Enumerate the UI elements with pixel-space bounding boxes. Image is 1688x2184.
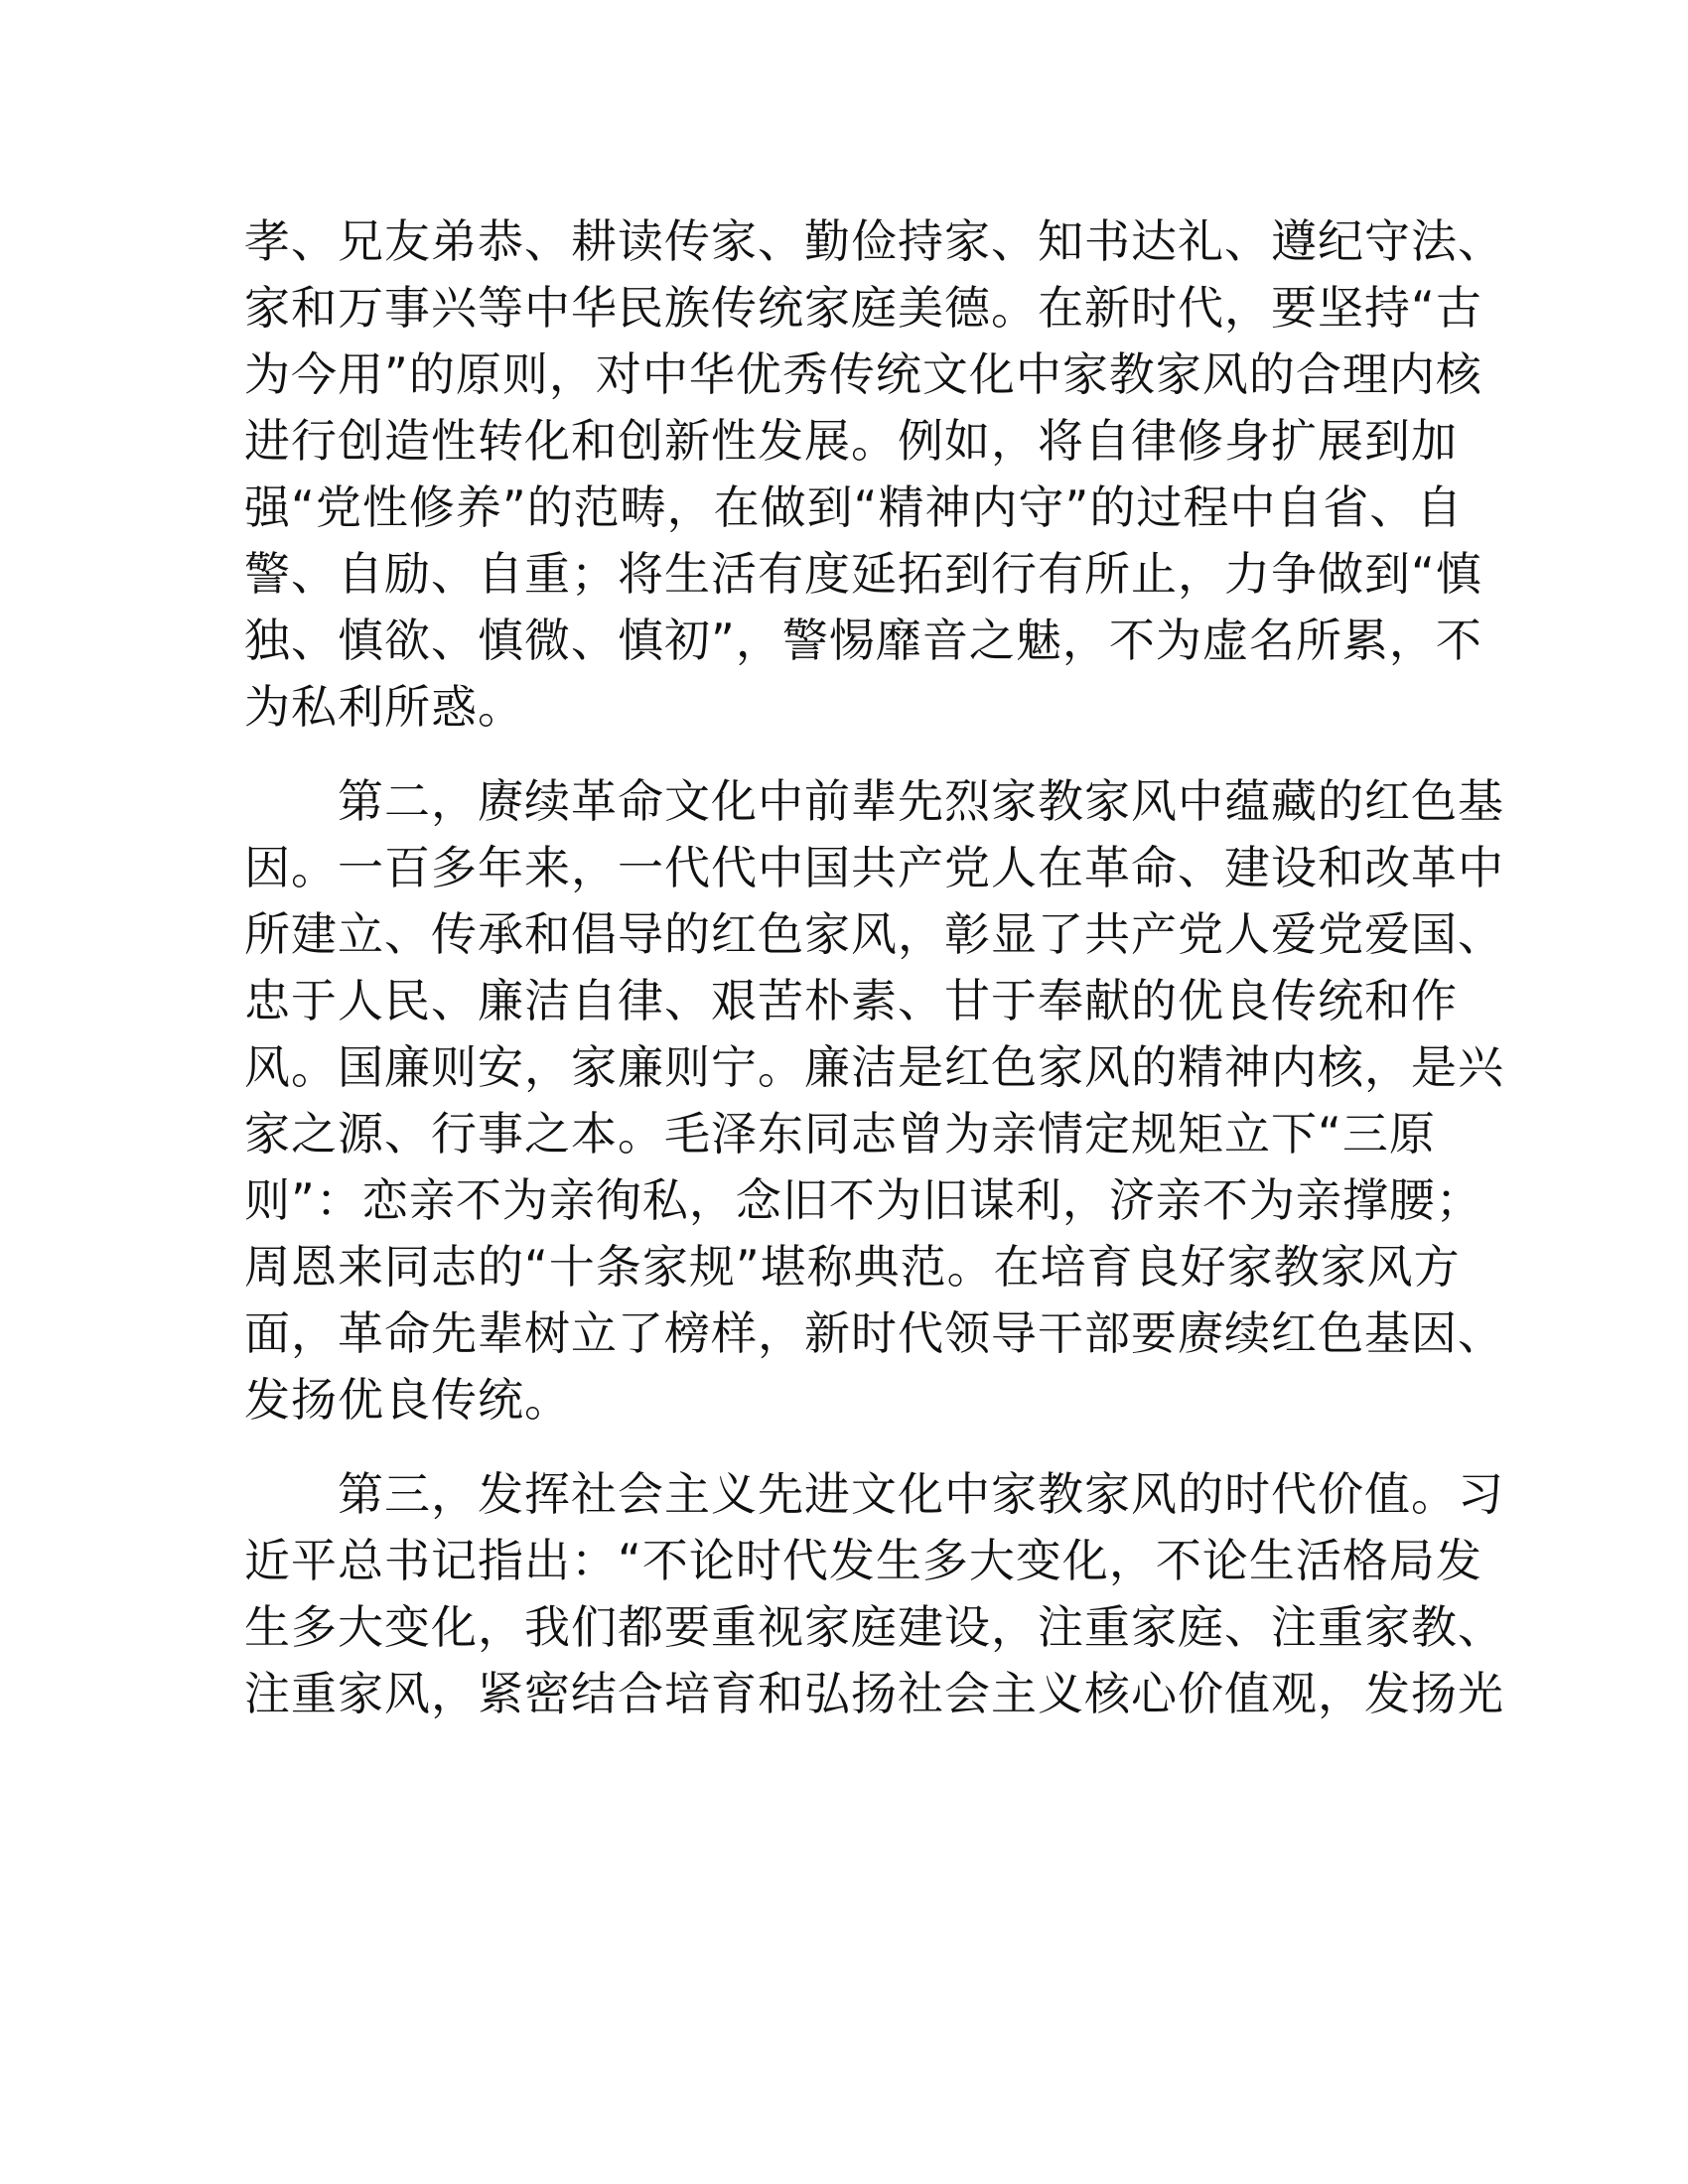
text-line: 则”：恋亲不为亲徇私，念旧不为旧谋利，济亲不为亲撑腰； <box>244 1173 1482 1227</box>
text-line: 风。国廉则安，家廉则宁。廉洁是红色家风的精神内核，是兴 <box>244 1040 1504 1094</box>
text-line: 家之源、行事之本。毛泽东同志曾为亲情定规矩立下“三原 <box>244 1107 1436 1160</box>
paragraph-spacing <box>244 1433 1456 1461</box>
text-line: 生多大变化，我们都要重视家庭建设，注重家庭、注重家教、 <box>244 1600 1504 1654</box>
paragraph-spacing <box>244 741 1456 768</box>
text-line: 警、自励、自重；将生活有度延拓到行有所止，力争做到“慎 <box>244 547 1482 601</box>
body-text <box>244 208 1504 1727</box>
paragraph <box>244 1461 1504 1727</box>
text-line: 因。一百多年来，一代代中国共产党人在革命、建设和改革中 <box>244 841 1504 894</box>
text-line: 孝、兄友弟恭、耕读传家、勤俭持家、知书达礼、遵纪守法、 <box>244 214 1504 268</box>
paragraph <box>244 768 1504 1433</box>
text-line: 家和万事兴等中华民族传统家庭美德。在新时代，要坚持“古 <box>244 281 1482 335</box>
text-line: 近平总书记指出：“不论时代发生多大变化，不论生活格局发 <box>244 1534 1482 1587</box>
text-line: 强“党性修养”的范畴，在做到“精神内守”的过程中自省、自 <box>244 480 1464 534</box>
text-line: 第三，发挥社会主义先进文化中家教家风的时代价值。习 <box>244 1467 1504 1521</box>
text-line: 发扬优良传统。 <box>244 1373 571 1427</box>
paragraph <box>244 208 1504 741</box>
text-line: 为私利所惑。 <box>244 680 524 734</box>
text-line: 面，革命先辈树立了榜样，新时代领导干部要赓续红色基因、 <box>244 1306 1504 1360</box>
text-line: 忠于人民、廉洁自律、艰苦朴素、甘于奉献的优良传统和作 <box>244 974 1458 1027</box>
text-line: 所建立、传承和倡导的红色家风，彰显了共产党人爱党爱国、 <box>244 907 1504 961</box>
text-line: 第二，赓续革命文化中前辈先烈家教家风中蕴藏的红色基 <box>244 774 1504 828</box>
text-line: 独、慎欲、慎微、慎初”，警惕靡音之魅，不为虚名所累，不 <box>244 614 1482 667</box>
text-line: 注重家风，紧密结合培育和弘扬社会主义核心价值观，发扬光 <box>244 1667 1504 1720</box>
text-line: 进行创造性转化和创新性发展。例如，将自律修身扩展到加 <box>244 414 1458 468</box>
text-line: 周恩来同志的“十条家规”堪称典范。在培育良好家教家风方 <box>244 1240 1461 1294</box>
text-line: 为今用”的原则，对中华优秀传统文化中家教家风的合理内核 <box>244 347 1482 401</box>
